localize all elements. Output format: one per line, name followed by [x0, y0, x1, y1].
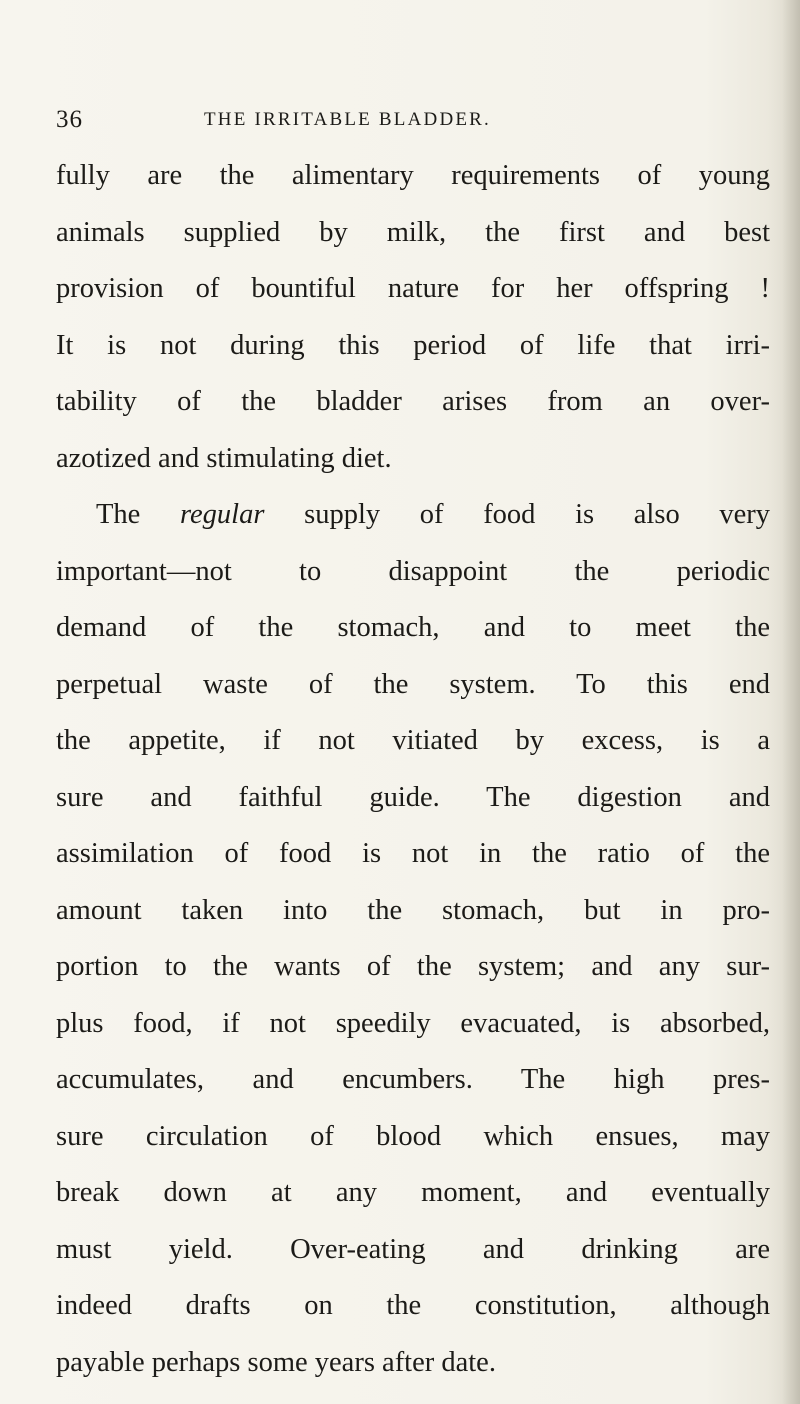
text-line-9: demand of the stomach, and to meet the: [56, 612, 770, 643]
text-line-12: sure and faithful guide. The digestion and: [56, 781, 770, 813]
text-line-20: must yield. Over-eating and drinking are: [56, 1233, 770, 1265]
text-line-2: animals supplied by milk, the first and best: [56, 216, 770, 248]
text-line-21: indeed drafts on the constitution, although: [56, 1290, 770, 1321]
text-line-19: break down at any moment, and eventually: [56, 1177, 770, 1208]
text-line-1: fully are the alimentary requirements of young: [56, 160, 770, 191]
text-line-10: perpetual waste of the system. To this end: [56, 668, 770, 700]
text-line-17: accumulates, and encumbers. The high pres-: [56, 1064, 770, 1095]
text-line-8: important—not to disappoint the periodic: [56, 555, 770, 587]
text-line-4: It is not during this period of life that irri-: [56, 329, 770, 361]
body-text: [56, 148, 770, 1391]
text-line-6: azotized and stimulating diet.: [56, 442, 392, 474]
text-line-5: tability of the bladder arises from an over-: [56, 386, 770, 417]
text-line-18: sure circulation of blood which ensues, may: [56, 1120, 770, 1152]
text-line-7: [56, 487, 770, 544]
emphasis-regular: regular: [179, 499, 265, 530]
text-line-7-end: supply of food is also very: [304, 499, 770, 530]
page-edge-shadow: [782, 0, 800, 1404]
text-line-7-start: The: [96, 499, 141, 530]
text-line-13: assimilation of food is not in the ratio of the: [56, 838, 770, 869]
text-line-14: amount taken into the stomach, but in pro-: [56, 894, 770, 926]
page-number: 36: [56, 106, 83, 133]
text-line-11: the appetite, if not vitiated by excess, is a: [56, 725, 770, 756]
text-line-15: portion to the wants of the system; and any sur-: [56, 951, 770, 982]
text-line-16: plus food, if not speedily evacuated, is absorbed,: [56, 1007, 770, 1039]
text-line-22: payable perhaps some years after date.: [56, 1346, 496, 1378]
running-head: [56, 106, 756, 136]
running-title: THE IRRITABLE BLADDER.: [204, 109, 491, 130]
text-line-3: provision of bountiful nature for her offspring !: [56, 273, 770, 304]
